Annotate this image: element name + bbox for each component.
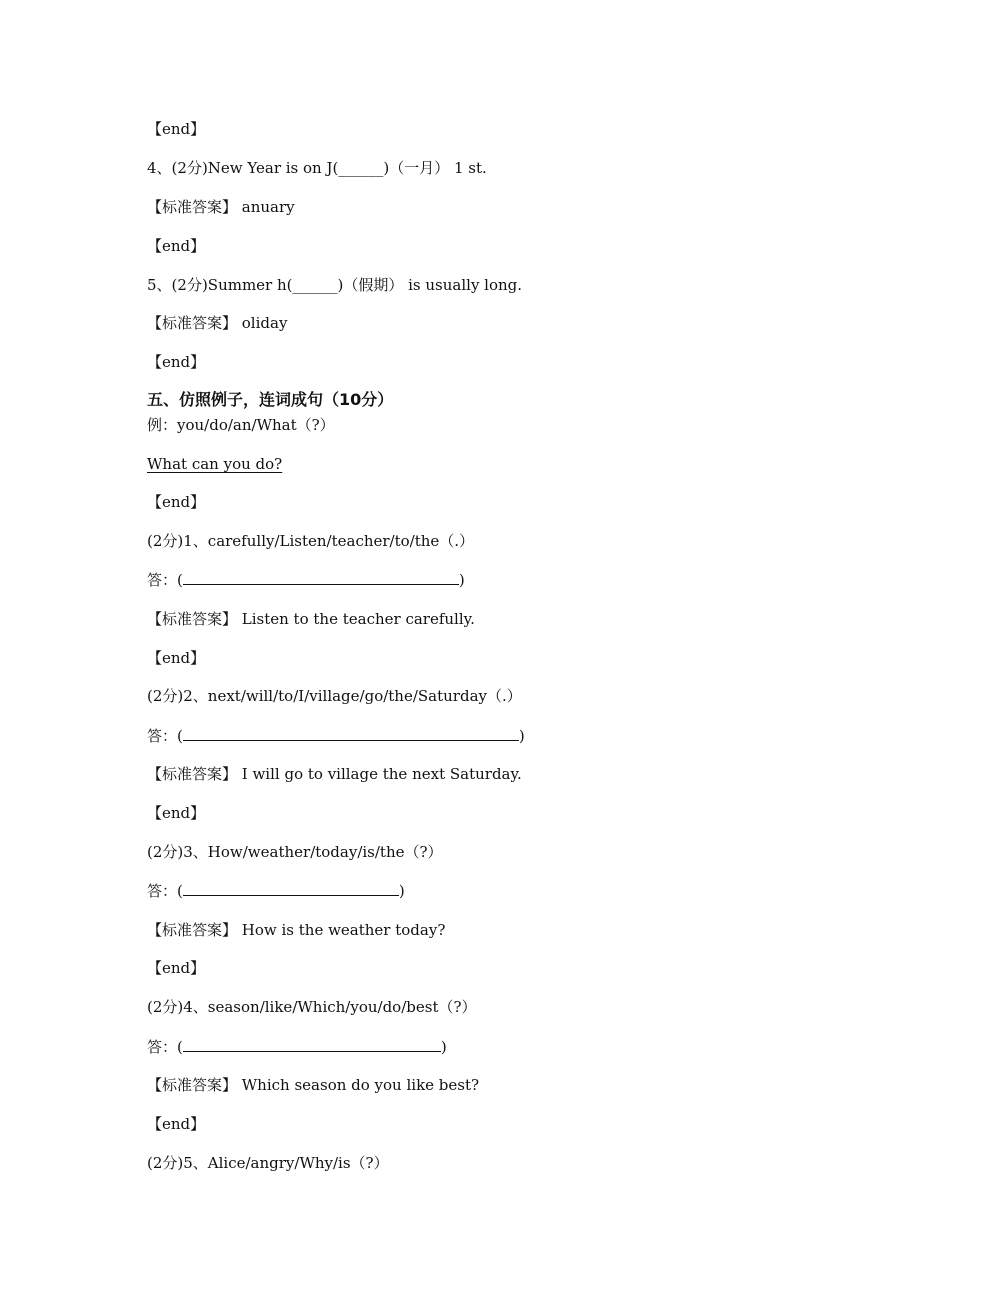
question-prompt: (2分)3、How/weather/today/is/the（?） xyxy=(147,843,443,861)
question-prompt: (2分)4、season/like/Which/you/do/best（?） xyxy=(147,998,477,1016)
standard-answer: 【标准答案】 Which season do you like best? xyxy=(147,1076,480,1094)
question-4-prompt: 4、(2分)New Year is on J(______)（一月） 1 st. xyxy=(147,159,487,177)
question-prompt: (2分)2、next/will/to/I/village/go/the/Saturday（.） xyxy=(147,687,522,705)
end-marker: 【end】 xyxy=(147,237,206,255)
section-title: 五、仿照例子，连词成句（10分） xyxy=(147,390,394,409)
question-5-standard-answer: 【标准答案】 oliday xyxy=(147,314,288,332)
end-marker: 【end】 xyxy=(147,493,206,511)
question-5-prompt: 5、(2分)Summer h(______)（假期） is usually long. xyxy=(147,276,523,294)
answer-line xyxy=(147,1036,447,1057)
standard-answer: 【标准答案】 How is the weather today? xyxy=(147,921,446,939)
question-prompt: (2分)5、Alice/angry/Why/is（?） xyxy=(147,1154,389,1172)
end-marker: 【end】 xyxy=(147,1115,206,1133)
answer-suffix: ) xyxy=(458,571,465,589)
answer-line xyxy=(147,725,525,746)
answer-blank[interactable] xyxy=(183,569,459,585)
answer-blank[interactable] xyxy=(183,880,399,896)
answer-line xyxy=(147,880,405,901)
end-marker: 【end】 xyxy=(147,959,206,977)
end-marker: 【end】 xyxy=(147,120,206,138)
answer-line xyxy=(147,569,465,590)
standard-answer: 【标准答案】 I will go to village the next Saturday. xyxy=(147,765,522,783)
answer-prefix: 答：( xyxy=(147,571,183,589)
example-prompt: 例：you/do/an/What（?） xyxy=(147,416,335,434)
end-marker: 【end】 xyxy=(147,353,206,371)
answer-blank[interactable] xyxy=(183,725,519,741)
answer-prefix: 答：( xyxy=(147,1038,183,1056)
question-4-standard-answer: 【标准答案】 anuary xyxy=(147,198,295,216)
end-marker: 【end】 xyxy=(147,649,206,667)
question-prompt: (2分)1、carefully/Listen/teacher/to/the（.） xyxy=(147,532,475,550)
answer-prefix: 答：( xyxy=(147,727,183,745)
answer-prefix: 答：( xyxy=(147,882,183,900)
standard-answer: 【标准答案】 Listen to the teacher carefully. xyxy=(147,610,475,628)
answer-suffix: ) xyxy=(518,727,525,745)
answer-blank[interactable] xyxy=(183,1036,441,1052)
answer-suffix: ) xyxy=(398,882,405,900)
answer-suffix: ) xyxy=(440,1038,447,1056)
example-answer: What can you do? xyxy=(147,455,283,473)
end-marker: 【end】 xyxy=(147,804,206,822)
